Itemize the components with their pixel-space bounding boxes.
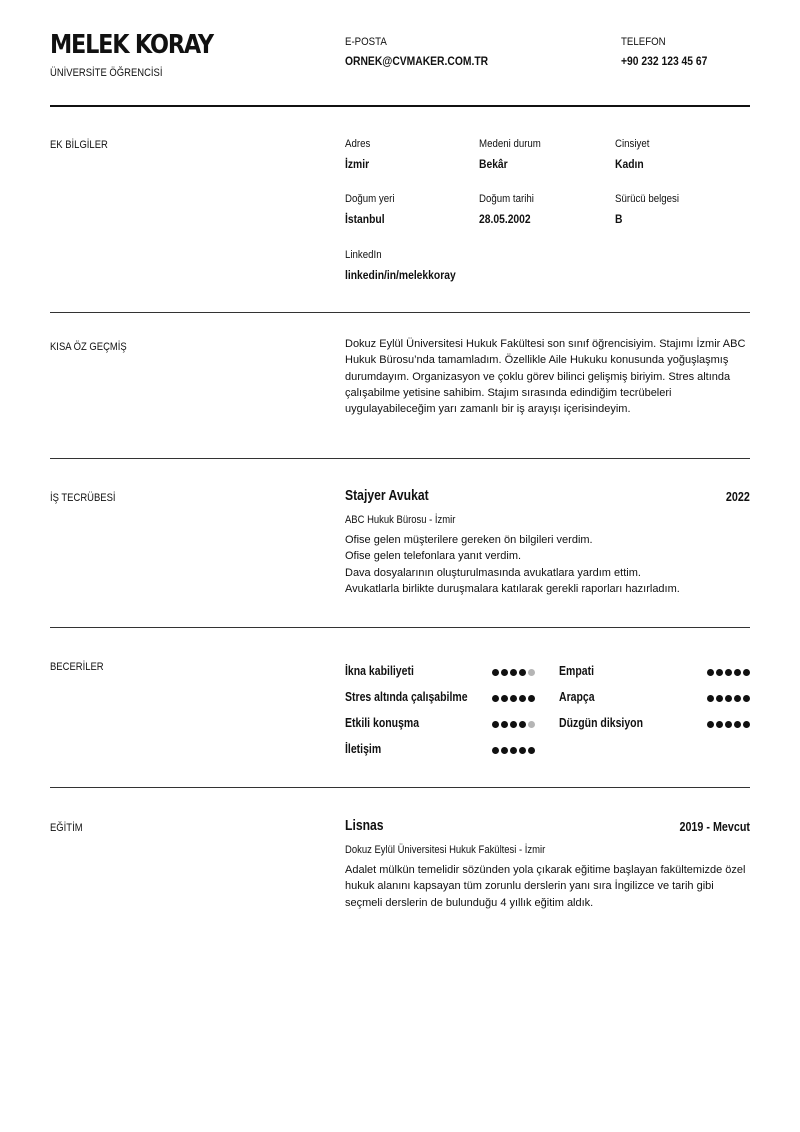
- info-value: İzmir: [345, 157, 370, 171]
- rating-dot-filled: [528, 695, 535, 702]
- rating-dot-filled: [492, 695, 499, 702]
- skill-rating: [707, 721, 750, 728]
- skill-item: [345, 664, 535, 680]
- skill-item: [559, 716, 750, 732]
- job-duty-line: Dava dosyalarının oluşturulmasında avukatlara yardım ettim.: [345, 566, 641, 579]
- phone-block: [621, 36, 721, 68]
- rating-dot-filled: [707, 721, 714, 728]
- section-label-skills: BECERİLER: [50, 661, 104, 673]
- info-value: B: [615, 212, 623, 226]
- job-duty-line: Ofise gelen müşterilere gereken ön bilgileri verdim.: [345, 534, 593, 546]
- info-key: Cinsiyet: [615, 138, 650, 150]
- info-birthplace: [345, 193, 475, 226]
- phone-value[interactable]: +90 232 123 45 67: [621, 54, 708, 68]
- skill-name: İkna kabiliyeti: [345, 664, 414, 678]
- info-marital-status: [479, 138, 609, 171]
- info-linkedin: [345, 249, 545, 282]
- education-text: Adalet mülkün temelidir sözünden yola çıkarak eğitime başlayan fakültemizde özel hukuk alanını kapsayan tüm zorunlu derslerin yanı sıra İngilizce ve tarih gibi seçmeli derslerin de bulunduğu 4 yıllık eğitim aldık.: [345, 864, 746, 909]
- section-divider: [50, 787, 750, 788]
- rating-dot-filled: [519, 747, 526, 754]
- rating-dot-filled: [725, 669, 732, 676]
- skill-item: [559, 664, 750, 680]
- rating-dot-filled: [734, 695, 741, 702]
- info-value: Bekâr: [479, 157, 508, 171]
- info-key: Medeni durum: [479, 138, 541, 150]
- info-key: Sürücü belgesi: [615, 193, 680, 205]
- rating-dot-filled: [734, 721, 741, 728]
- section-divider: [50, 458, 750, 459]
- job-company: ABC Hukuk Bürosu - İzmir: [345, 514, 456, 526]
- skill-rating: [492, 669, 535, 676]
- job-title: Stajyer Avukat: [345, 488, 429, 504]
- skill-rating: [707, 695, 750, 702]
- school-name: Dokuz Eylül Üniversitesi Hukuk Fakültesi - İzmir: [345, 844, 546, 856]
- section-divider: [50, 627, 750, 628]
- rating-dot-filled: [510, 669, 517, 676]
- rating-dot-filled: [510, 695, 517, 702]
- rating-dot-filled: [519, 721, 526, 728]
- rating-dot-filled: [707, 669, 714, 676]
- skill-item: [345, 716, 535, 732]
- education-date: 2019 - Mevcut: [679, 820, 750, 834]
- rating-dot-filled: [501, 695, 508, 702]
- rating-dot-filled: [492, 747, 499, 754]
- info-key: LinkedIn: [345, 249, 382, 261]
- email-label: E-POSTA: [345, 36, 387, 48]
- skill-item: [345, 742, 535, 758]
- rating-dot-filled: [501, 747, 508, 754]
- rating-dot-filled: [492, 721, 499, 728]
- section-label-summary: KISA ÖZ GEÇMİŞ: [50, 341, 127, 353]
- skill-name: İletişim: [345, 742, 382, 756]
- candidate-title: ÜNİVERSİTE ÖĞRENCİSİ: [50, 67, 163, 79]
- info-value: 28.05.2002: [479, 212, 531, 226]
- skill-rating: [492, 695, 535, 702]
- rating-dot-filled: [716, 721, 723, 728]
- info-value: Kadın: [615, 157, 644, 171]
- rating-dot-filled: [734, 669, 741, 676]
- rating-dot-filled: [501, 721, 508, 728]
- rating-dot-filled: [510, 747, 517, 754]
- header-divider: [50, 105, 750, 107]
- job-duty-line: Ofise gelen telefonlara yanıt verdim.: [345, 550, 522, 563]
- linkedin-link[interactable]: linkedin/in/melekkoray: [345, 268, 456, 282]
- degree-title: Lisnas: [345, 818, 384, 834]
- skill-name: Empati: [559, 664, 595, 678]
- skill-rating: [707, 669, 750, 676]
- resume-header: [50, 30, 750, 90]
- rating-dot-filled: [501, 669, 508, 676]
- rating-dot-filled: [707, 695, 714, 702]
- info-driving-license: [615, 193, 745, 226]
- rating-dot-filled: [716, 669, 723, 676]
- email-block: [345, 36, 511, 68]
- rating-dot-filled: [743, 669, 750, 676]
- skill-name: Düzgün diksiyon: [559, 716, 643, 730]
- rating-dot-empty: [528, 669, 535, 676]
- skill-name: Etkili konuşma: [345, 716, 420, 730]
- skill-rating: [492, 747, 535, 754]
- skill-rating: [492, 721, 535, 728]
- info-key: Doğum yeri: [345, 193, 395, 205]
- skill-name: Stres altında çalışabilme: [345, 690, 468, 704]
- rating-dot-filled: [725, 695, 732, 702]
- rating-dot-filled: [743, 695, 750, 702]
- skill-item: [345, 690, 535, 706]
- info-birthdate: [479, 193, 609, 226]
- info-key: Adres: [345, 138, 371, 150]
- section-divider: [50, 312, 750, 313]
- rating-dot-filled: [743, 721, 750, 728]
- job-date: 2022: [726, 490, 750, 504]
- info-gender: [615, 138, 745, 171]
- rating-dot-filled: [492, 669, 499, 676]
- candidate-name: MELEK KORAY: [50, 30, 213, 60]
- rating-dot-filled: [510, 721, 517, 728]
- skill-item: [559, 690, 750, 706]
- skill-name: Arapça: [559, 690, 595, 704]
- rating-dot-filled: [519, 669, 526, 676]
- info-address: [345, 138, 475, 171]
- phone-label: TELEFON: [621, 36, 666, 48]
- summary-text: Dokuz Eylül Üniversitesi Hukuk Fakültesi son sınıf öğrencisiyim. Stajımı İzmir ABC Hukuk Bürosu’nda tamamladım. Özellikle Aile Hukuku konusunda yoğuşlaşmış durumdayım. Organizasyon ve çoklu görev bilinci gelişmiş biriyim. Stres altında çalışabilme yetisine sahibim. Stajım sırasında edindiğim tecrübeleri uygulayabileceğim yarı zamanlı bir iş arayışı içerisindeyim.: [345, 338, 746, 416]
- job-duty-line: Avukatlarla birlikte duruşmalara katılarak gerekli raporları hazırladım.: [345, 582, 680, 595]
- rating-dot-filled: [716, 695, 723, 702]
- email-value[interactable]: ORNEK@CVMAKER.COM.TR: [345, 54, 489, 68]
- job-duties: [345, 532, 680, 597]
- info-key: Doğum tarihi: [479, 193, 534, 205]
- rating-dot-filled: [725, 721, 732, 728]
- section-label-education: EĞİTİM: [50, 822, 83, 834]
- section-label-extra: EK BİLGİLER: [50, 139, 108, 151]
- section-label-experience: İŞ TECRÜBESİ: [50, 492, 116, 504]
- info-value: İstanbul: [345, 212, 385, 226]
- rating-dot-filled: [519, 695, 526, 702]
- rating-dot-filled: [528, 747, 535, 754]
- rating-dot-empty: [528, 721, 535, 728]
